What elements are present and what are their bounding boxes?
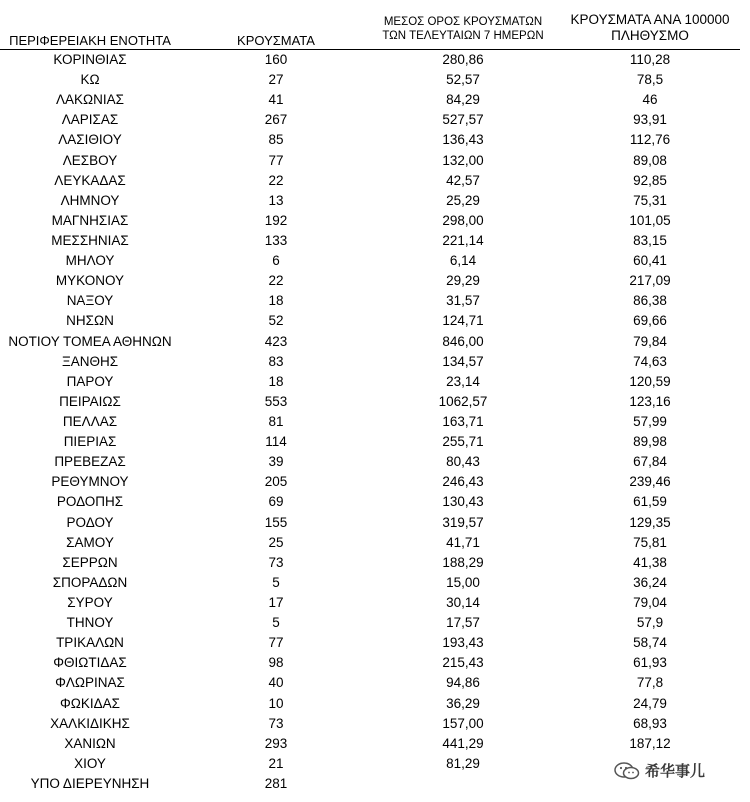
cell-per100k: 123,16 [629,393,671,409]
cell-cases: 69 [268,494,284,510]
cell-region: ΝΗΣΩΝ [66,313,114,329]
cell-cases: 423 [264,333,288,349]
cell-per100k: 79,84 [633,333,667,349]
table-row [0,392,750,412]
table-row [0,251,750,271]
cell-cases: 21 [268,755,284,771]
cell-per100k: 86,38 [633,293,667,309]
cell-cases: 17 [268,594,284,610]
cell-cases: 267 [264,112,288,128]
cell-region: ΣΑΜΟΥ [66,534,114,550]
cell-cases: 10 [268,695,284,711]
cell-cases: 192 [264,212,288,228]
cell-avg7: 23,14 [446,373,480,389]
table-row [0,211,750,231]
cell-avg7: 130,43 [442,494,484,510]
cell-per100k: 41,38 [633,554,667,570]
table-row [0,452,750,472]
header-region: ΠΕΡΙΦΕΡΕΙΑΚΗ ΕΝΟΤΗΤΑ [9,33,171,48]
cell-per100k: 79,04 [633,594,667,610]
cell-cases: 73 [268,715,284,731]
cell-region: ΣΕΡΡΩΝ [62,554,118,570]
cell-cases: 281 [264,775,288,791]
cell-per100k: 69,66 [633,313,667,329]
cell-cases: 77 [268,635,284,651]
cell-avg7: 52,57 [446,72,480,88]
cell-per100k: 78,5 [636,72,664,88]
cell-region: ΝΟΤΙΟΥ ΤΟΜΕΑ ΑΘΗΝΩΝ [8,333,172,349]
cell-per100k: 74,63 [633,353,667,369]
cell-per100k: 60,41 [633,253,667,269]
cell-region: ΛΗΜΝΟΥ [60,192,120,208]
table-row [0,231,750,251]
cell-per100k: 101,05 [629,212,671,228]
cell-region: ΜΥΚΟΝΟΥ [55,273,125,289]
cell-cases: 27 [268,72,284,88]
cell-cases: 6 [272,253,280,269]
cell-cases: 18 [268,293,284,309]
cell-region: ΠΙΕΡΙΑΣ [63,434,117,450]
cell-region: ΦΛΩΡΙΝΑΣ [55,675,125,691]
cell-cases: 25 [268,534,284,550]
cell-per100k: 61,59 [633,494,667,510]
cell-avg7: 41,71 [446,534,480,550]
cell-region: ΚΟΡΙΝΘΙΑΣ [53,52,127,67]
cell-cases: 85 [268,132,284,148]
cell-region: ΝΑΞΟΥ [66,293,114,309]
table-row [0,472,750,492]
cell-avg7: 846,00 [442,333,484,349]
cell-region: ΧΙΟΥ [74,755,106,771]
cell-cases: 77 [268,152,284,168]
table-row [0,734,750,754]
cell-region: ΡΟΔΟΥ [66,514,114,530]
cell-per100k: 187,12 [629,735,671,751]
table-row [0,110,750,130]
table-row [0,613,750,633]
cell-region: ΠΑΡΟΥ [66,373,114,389]
cell-region: ΡΕΘΥΜΝΟΥ [51,474,129,490]
table-row [0,311,750,331]
cell-region: ΦΘΙΩΤΙΔΑΣ [53,655,127,671]
cell-cases: 81 [268,413,284,429]
cell-avg7: 17,57 [446,615,480,631]
table-row [0,130,750,150]
cell-per100k: 239,46 [629,474,671,490]
cell-cases: 52 [268,313,284,329]
cell-per100k: 120,59 [629,373,671,389]
cell-per100k: 89,98 [633,434,667,450]
table-row [0,553,750,573]
cell-region: ΜΕΣΣΗΝΙΑΣ [51,232,129,248]
cell-avg7: 255,71 [442,434,484,450]
cell-per100k: 68,93 [633,715,667,731]
cell-avg7: 188,29 [442,554,484,570]
cell-avg7: 163,71 [442,413,484,429]
header-avg7-line2: ΤΩΝ ΤΕΛΕΥΤΑΙΩΝ 7 ΗΜΕΡΩΝ [382,30,544,42]
cell-avg7: 29,29 [446,273,480,289]
cell-per100k: 110,28 [629,52,671,67]
cell-avg7: 80,43 [446,454,480,470]
table-row [0,653,750,673]
header-per100k [555,12,745,44]
cell-cases: 13 [268,192,284,208]
cell-region: ΧΑΛΚΙΔΙΚΗΣ [50,715,130,731]
cell-region: ΛΕΥΚΑΔΑΣ [54,172,126,188]
cell-cases: 22 [268,172,284,188]
cell-avg7: 441,29 [442,735,484,751]
cell-per100k: 67,84 [633,454,667,470]
cell-avg7: 81,29 [446,755,480,771]
table-row [0,332,750,352]
cell-avg7: 94,86 [446,675,480,691]
cell-per100k: 36,24 [633,574,667,590]
table-row [0,271,750,291]
header-avg7 [368,15,558,43]
cell-region: ΣΥΡΟΥ [67,594,113,610]
cell-avg7: 25,29 [446,192,480,208]
cell-avg7: 157,00 [442,715,484,731]
table-row [0,673,750,693]
cell-cases: 98 [268,655,284,671]
watermark [611,759,708,782]
cell-region: ΜΑΓΝΗΣΙΑΣ [51,212,129,228]
cell-per100k: 75,31 [633,192,667,208]
cell-avg7: 136,43 [442,132,484,148]
table-row [0,533,750,553]
table-row [0,714,750,734]
cell-cases: 160 [264,52,288,67]
cell-avg7: 193,43 [442,635,484,651]
cell-avg7: 527,57 [442,112,484,128]
cell-region: ΧΑΝΙΩΝ [64,735,116,751]
cell-region: ΜΗΛΟΥ [65,253,115,269]
cell-region: ΚΩ [80,72,100,88]
table-row [0,90,750,110]
cell-per100k: 77,8 [636,675,664,691]
cell-per100k: 83,15 [633,232,667,248]
cell-region: ΤΗΝΟΥ [66,615,114,631]
table-row [0,573,750,593]
table-row [0,70,750,90]
header-avg7-line1: ΜΕΣΟΣ ΟΡΟΣ ΚΡΟΥΣΜΑΤΩΝ [383,16,543,28]
cell-per100k: 46 [642,92,658,108]
cell-per100k: 57,9 [636,615,664,631]
watermark-text: 希华事儿 [645,763,706,780]
table-row [0,412,750,432]
cell-cases: 18 [268,373,284,389]
cell-avg7: 124,71 [442,313,484,329]
cell-per100k: 93,91 [633,112,667,128]
table-row [0,50,750,70]
cell-region: ΥΠΟ ΔΙΕΡΕΥΝΗΣΗ [30,775,150,791]
cell-avg7: 1062,57 [438,393,488,409]
cell-avg7: 246,43 [442,474,484,490]
table-row [0,372,750,392]
header-cases: ΚΡΟΥΣΜΑΤΑ [237,33,315,48]
table-row [0,694,750,714]
cell-avg7: 15,00 [446,574,480,590]
cell-cases: 73 [268,554,284,570]
cell-region: ΛΕΣΒΟΥ [62,152,118,168]
cell-per100k: 89,08 [633,152,667,168]
cell-per100k: 57,99 [633,413,667,429]
cell-region: ΤΡΙΚΑΛΩΝ [56,635,124,651]
cell-region: ΠΡΕΒΕΖΑΣ [54,454,126,470]
cell-cases: 293 [264,735,288,751]
cell-avg7: 280,86 [442,52,484,67]
cell-avg7: 298,00 [442,212,484,228]
cell-avg7: 31,57 [446,293,480,309]
table-row [0,633,750,653]
cell-per100k: 92,85 [633,172,667,188]
table-row [0,151,750,171]
table-row [0,171,750,191]
cell-cases: 5 [272,574,280,590]
table-row [0,291,750,311]
wechat-bubble-icon [614,762,640,780]
cell-per100k: 217,09 [629,273,671,289]
table-body [0,50,750,794]
cell-cases: 155 [264,514,288,530]
cell-per100k: 129,35 [629,514,671,530]
cell-per100k: 58,74 [633,635,667,651]
cell-cases: 22 [268,273,284,289]
table-row [0,492,750,512]
cell-cases: 41 [268,92,284,108]
cell-avg7: 221,14 [442,232,484,248]
table-row [0,432,750,452]
cell-per100k: 61,93 [633,655,667,671]
cell-region: ΛΑΚΩΝΙΑΣ [56,92,124,108]
cell-region: ΞΑΝΘΗΣ [61,353,119,369]
cell-avg7: 132,00 [442,152,484,168]
header-per100k-line2: ΠΛΗΘΥΣΜΟ [611,28,689,43]
cell-per100k: 75,81 [633,534,667,550]
cell-avg7: 30,14 [446,594,480,610]
cell-cases: 133 [264,232,288,248]
cell-cases: 5 [272,615,280,631]
cell-cases: 205 [264,474,288,490]
cell-avg7: 84,29 [446,92,480,108]
cell-avg7: 134,57 [442,353,484,369]
table-row [0,513,750,533]
cell-per100k: 112,76 [629,132,671,148]
cell-region: ΠΕΛΛΑΣ [62,413,118,429]
table-row [0,593,750,613]
cell-region: ΠΕΙΡΑΙΩΣ [59,393,121,409]
cell-per100k: 24,79 [633,695,667,711]
cell-region: ΣΠΟΡΑΔΩΝ [52,574,128,590]
cell-cases: 39 [268,454,284,470]
cell-region: ΛΑΡΙΣΑΣ [61,112,119,128]
cell-region: ΛΑΣΙΘΙΟΥ [58,132,122,148]
cell-avg7: 36,29 [446,695,480,711]
cell-cases: 83 [268,353,284,369]
table-row [0,352,750,372]
cell-avg7: 42,57 [446,172,480,188]
cell-avg7: 215,43 [442,655,484,671]
cell-cases: 40 [268,675,284,691]
cell-avg7: 319,57 [442,514,484,530]
cell-avg7: 6,14 [449,253,477,269]
table-row [0,191,750,211]
header-per100k-line1: ΚΡΟΥΣΜΑΤΑ ΑΝΑ 100000 [570,12,730,27]
cell-region: ΦΩΚΙΔΑΣ [60,695,120,711]
cell-cases: 553 [264,393,288,409]
cell-region: ΡΟΔΟΠΗΣ [56,494,124,510]
cell-cases: 114 [265,434,287,450]
